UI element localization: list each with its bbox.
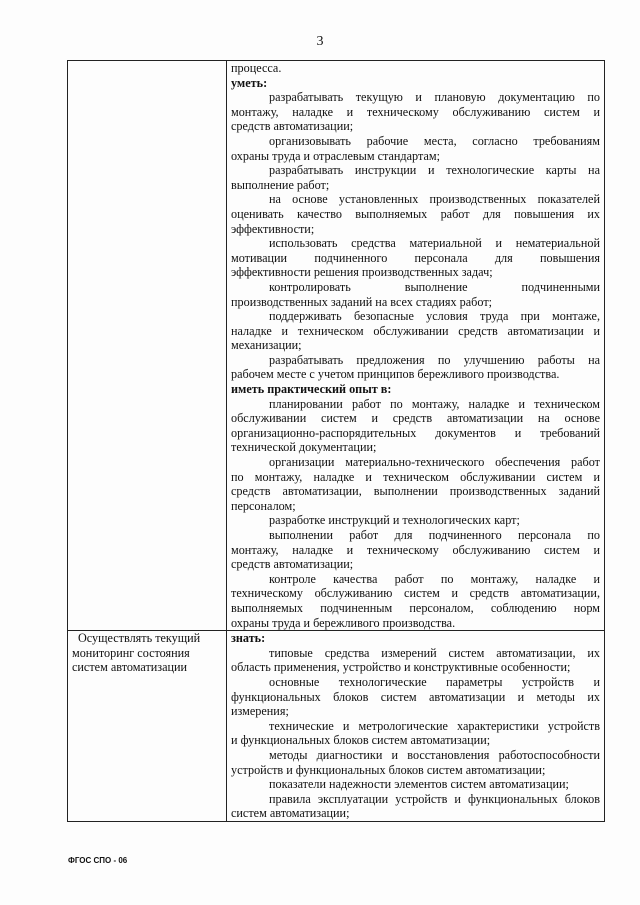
text-line: выполнении работ для подчиненного персонала по (269, 528, 600, 542)
section-heading: иметь практический опыт в: (231, 382, 392, 397)
text-line: организации материально-технического обеспечения работ (269, 455, 600, 470)
text-line: область применения, устройство и конструктивные особенности; (231, 660, 571, 675)
competency-table (67, 60, 605, 822)
text-line: технические и метрологические характеристики устройств (269, 718, 600, 733)
text-line: механизации; (231, 338, 302, 353)
page-number: 3 (316, 34, 324, 49)
text-line: показатели надежности элементов систем автоматизации; (269, 777, 569, 792)
text-line: монтажу, наладке и техническому обслуживанию систем и (231, 104, 600, 119)
text-line: разрабатывать текущую и плановую документацию по (269, 90, 600, 105)
text-line: производственных заданий на всех стадиях работ; (231, 294, 493, 309)
text-line: контролировать выполнение подчиненными (269, 279, 600, 294)
text-line: контроле качества работ по монтажу, наладке и (269, 571, 600, 586)
text-line: поддерживать безопасные условия труда при монтаже, (269, 309, 600, 324)
text-line: оценивать качество выполняемых работ для повышения их (231, 206, 600, 221)
text-line: устройств и функциональных блоков систем автоматизации; (231, 762, 546, 777)
text-line: наладке и техническом обслуживании средств автоматизации и (231, 323, 600, 338)
text-line: методы диагностики и восстановления работоспособности (269, 747, 600, 762)
text-line: разрабатывать предложения по улучшению работы на (269, 352, 600, 367)
text-line: средств автоматизации; (231, 119, 354, 134)
text-line: функциональных блоков систем автоматизации и методы их (231, 689, 600, 704)
table-row (68, 61, 605, 631)
text-line: разрабатывать инструкции и технологические карты на (269, 163, 600, 178)
text-line: измерения; (231, 704, 289, 719)
text-line: выполнение работ; (231, 177, 330, 192)
text-line: по монтажу, наладке и техническом обслуживании систем и (231, 469, 600, 484)
left-cell-competency (68, 631, 227, 822)
text-line: организовывать рабочие места, согласно требованиям (269, 133, 600, 148)
text-line: и функциональных блоков систем автоматизации; (231, 733, 491, 748)
text-line: монтажу, наладке и техническому обслуживанию систем и (231, 542, 600, 557)
text-line: разработке инструкций и технологических карт; (269, 513, 520, 528)
text-line: обслуживании систем и средств автоматизации на основе (231, 411, 600, 426)
text-line: охраны труда и бережливого производства. (231, 615, 456, 630)
text-line: выполняемых подчиненным персоналом, соблюдению норм (231, 600, 600, 615)
text-line: персоналом; (231, 498, 296, 513)
text-line: мотивации подчиненного персонала для повышения (231, 250, 600, 265)
competency-text-line: Осуществлять текущий (78, 631, 201, 646)
competency-text-line: мониторинг состояния (72, 645, 190, 660)
text-line: основные технологические параметры устройств и (269, 674, 600, 689)
section-heading: уметь: (231, 75, 268, 90)
text-line: систем автоматизации; (231, 806, 350, 821)
text-line: типовые средства измерений систем автоматизации, их (269, 645, 600, 660)
competency-text-line: систем автоматизации (72, 660, 188, 675)
right-cell-skills (227, 61, 605, 631)
text-line: организационно-распорядительных документов и требований (231, 425, 600, 440)
text-line: техническому обслуживанию систем и средств автоматизации, (231, 586, 600, 601)
footer-code: ФГОС СПО - 06 (68, 856, 128, 865)
text-line: правила эксплуатации устройств и функциональных блоков (269, 791, 600, 806)
right-cell-knowledge (227, 631, 605, 822)
text-line: средств автоматизации; (231, 557, 354, 572)
text-line: эффективности решения производственных задач; (231, 265, 493, 280)
text-line: технической документации; (231, 440, 377, 455)
text-line: эффективности; (231, 221, 315, 236)
text-line: средств автоматизации, выполнении производственных заданий (231, 484, 600, 499)
text-line: процесса. (231, 61, 282, 75)
text-line: на основе установленных производственных показателей (269, 192, 600, 207)
table-row (68, 631, 605, 822)
text-line: планировании работ по монтажу, наладке и техническом (269, 396, 600, 411)
section-heading: знать: (231, 631, 266, 646)
text-line: рабочем месте с учетом принципов бережливого производства. (231, 367, 560, 382)
left-cell-empty (68, 61, 227, 631)
text-line: охраны труда и отраслевым стандартам; (231, 148, 440, 163)
text-line: использовать средства материальной и нематериальной (269, 236, 600, 251)
